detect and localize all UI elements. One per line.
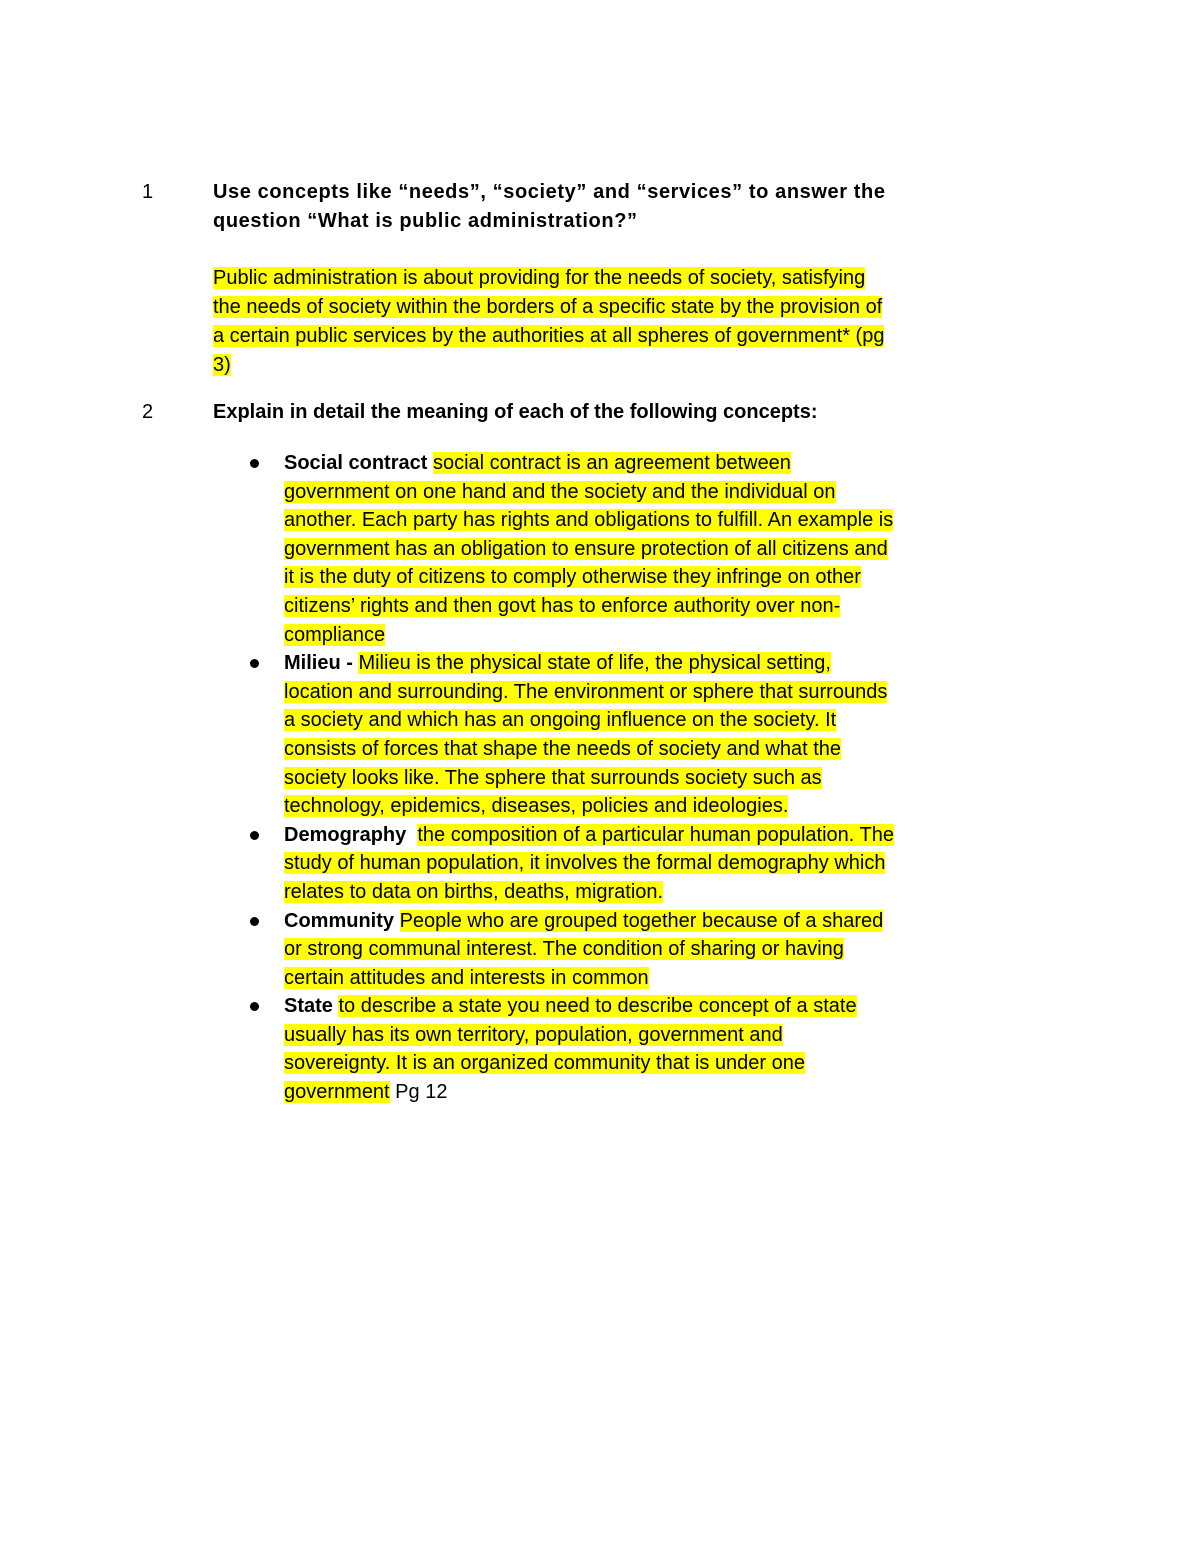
concept-definition: the composition of a particular human population. The study of human population, it involves the formal demography which relates to data on births, deaths, migration. [284, 823, 894, 903]
question-1-number: 1 [142, 181, 154, 203]
question-1-answer [213, 264, 893, 380]
bullet-icon [250, 831, 259, 840]
list-item [284, 821, 894, 907]
concept-list [284, 449, 894, 1107]
bullet-icon [250, 659, 259, 668]
concept-separator [394, 910, 400, 932]
concept-term: Community [284, 909, 394, 932]
question-2-title: Explain in detail the meaning of each of the following concepts: [213, 401, 818, 423]
bullet-icon [250, 1002, 259, 1011]
question-1-answer-text: Public administration is about providing for the needs of society, satisfying the needs of society within the borders of a specific state by the provision of a certain public services by the authorities at all spheres of government* (pg 3) [213, 267, 885, 376]
question-2-number: 2 [142, 401, 154, 423]
list-item [284, 907, 894, 993]
concept-definition: People who are grouped together because of a shared or strong communal interest. The condition of sharing or having certain attitudes and interests in common [284, 909, 884, 989]
list-item [284, 992, 894, 1106]
concept-term: State [284, 995, 333, 1018]
concept-term: Social contract [284, 452, 428, 474]
bullet-icon [250, 917, 259, 926]
concept-suffix: Pg 12 [389, 1081, 448, 1104]
question-2 [213, 398, 913, 427]
concept-term: Milieu - [284, 652, 353, 675]
concept-definition: to describe a state you need to describe concept of a state usually has its own territory, population, government and sovereignty. It is an organized community that is under one government [284, 995, 857, 1104]
list-item [284, 649, 894, 821]
concept-separator [406, 824, 417, 846]
bullet-icon [250, 459, 259, 468]
concept-definition: Milieu is the physical state of life, the physical setting, location and surrounding. The environment or sphere that surrounds a society and which has an ongoing influence on the society. It consists of forces that shape the needs of society and what the society looks like. The sphere that surrounds society such as technology, epidemics, diseases, policies and ideologies. [284, 652, 888, 818]
question-1-title: Use concepts like “needs”, “society” and “services” to answer the question “What is public administration?” [213, 181, 886, 232]
concept-definition: social contract is an agreement between government on one hand and the society and the individual on another. Each party has rights and obligations to fulfill. An example is government has an obligation to ensure protection of all citizens and it is the duty of citizens to comply otherwise they infringe on other citizens’ rights and then govt has to enforce authority over non-compliance [284, 452, 894, 646]
concept-term: Demography [284, 823, 407, 846]
question-1 [213, 178, 913, 380]
list-item [284, 449, 894, 649]
